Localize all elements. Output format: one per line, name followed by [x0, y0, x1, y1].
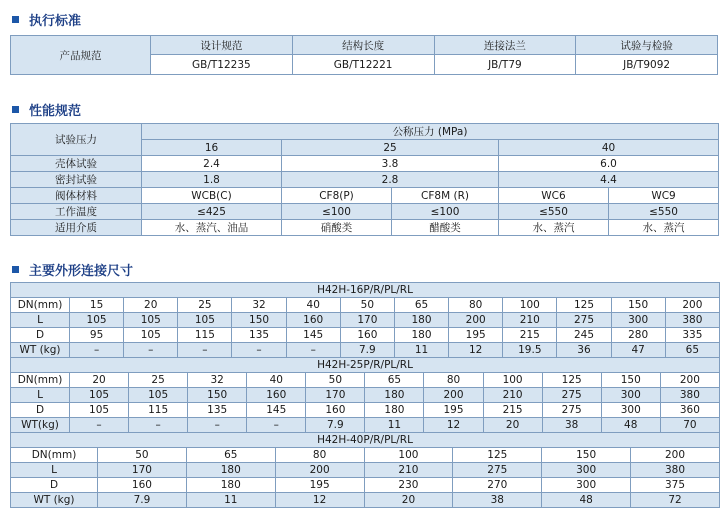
- d-value-cell: 195: [424, 403, 483, 418]
- d-value-cell: 275: [542, 403, 601, 418]
- dn-value-cell: 50: [98, 448, 187, 463]
- header-cell: 结构长度: [292, 36, 434, 55]
- value-cell: ≤425: [142, 204, 282, 220]
- model-title: H42H-40P/R/PL/RL: [11, 433, 720, 448]
- value-cell: 6.0: [499, 156, 719, 172]
- l-value-cell: 300: [542, 463, 631, 478]
- value-cell: JB/T9092: [576, 55, 718, 75]
- bullet-square-icon: [12, 106, 19, 113]
- d-value-cell: 335: [665, 328, 719, 343]
- row-label: DN(mm): [11, 373, 70, 388]
- value-cell: JB/T79: [434, 55, 576, 75]
- wt-value-cell: 47: [611, 343, 665, 358]
- wt-value-cell: 48: [601, 418, 660, 433]
- row-label: 壳体试验: [11, 156, 142, 172]
- l-value-cell: 200: [449, 313, 503, 328]
- d-value-cell: 300: [601, 403, 660, 418]
- dn-value-cell: 125: [557, 298, 611, 313]
- dn-value-cell: 40: [286, 298, 340, 313]
- d-value-cell: 145: [247, 403, 306, 418]
- performance-table: [10, 123, 719, 236]
- wt-value-cell: 11: [186, 493, 275, 508]
- row-label: DN(mm): [11, 298, 70, 313]
- d-value-cell: 230: [364, 478, 453, 493]
- l-value-cell: 200: [424, 388, 483, 403]
- bullet-square-icon: [12, 266, 19, 273]
- l-value-cell: 380: [660, 388, 719, 403]
- d-value-cell: 160: [340, 328, 394, 343]
- d-value-cell: 180: [365, 403, 424, 418]
- d-value-cell: 280: [611, 328, 665, 343]
- wt-value-cell: –: [286, 343, 340, 358]
- value-cell: GB/T12221: [292, 55, 434, 75]
- d-value-cell: 195: [449, 328, 503, 343]
- wt-value-cell: 12: [449, 343, 503, 358]
- l-value-cell: 105: [124, 313, 178, 328]
- dn-value-cell: 200: [665, 298, 719, 313]
- row-label: 阀体材料: [11, 188, 142, 204]
- l-value-cell: 275: [542, 388, 601, 403]
- l-value-cell: 180: [186, 463, 275, 478]
- standards-table: [10, 35, 718, 75]
- d-value-cell: 215: [483, 403, 542, 418]
- header-cell: 连接法兰: [434, 36, 576, 55]
- row-label: 产品规范: [11, 36, 151, 75]
- l-value-cell: 150: [188, 388, 247, 403]
- section-title: 性能规范: [29, 104, 82, 119]
- wt-value-cell: –: [247, 418, 306, 433]
- value-cell: ≤100: [282, 204, 392, 220]
- pressure-cell: 25: [282, 140, 499, 156]
- l-value-cell: 150: [232, 313, 286, 328]
- wt-value-cell: 48: [542, 493, 631, 508]
- dimensions-table-25: [10, 357, 720, 433]
- wt-value-cell: 70: [660, 418, 719, 433]
- d-value-cell: 215: [503, 328, 557, 343]
- dn-value-cell: 200: [660, 373, 719, 388]
- d-value-cell: 135: [232, 328, 286, 343]
- dn-value-cell: 100: [364, 448, 453, 463]
- wt-value-cell: 12: [424, 418, 483, 433]
- l-value-cell: 180: [394, 313, 448, 328]
- row-label: 适用介质: [11, 220, 142, 236]
- pressure-cell: 40: [499, 140, 719, 156]
- wt-value-cell: –: [70, 418, 129, 433]
- row-label: 工作温度: [11, 204, 142, 220]
- wt-value-cell: 12: [275, 493, 364, 508]
- model-title: H42H-16P/R/PL/RL: [11, 283, 720, 298]
- l-value-cell: 105: [178, 313, 232, 328]
- l-value-cell: 170: [98, 463, 187, 478]
- wt-value-cell: –: [188, 418, 247, 433]
- dimensions-table-40: [10, 432, 720, 508]
- wt-value-cell: 7.9: [98, 493, 187, 508]
- dn-value-cell: 100: [503, 298, 557, 313]
- d-value-cell: 375: [631, 478, 720, 493]
- value-cell: GB/T12235: [151, 55, 293, 75]
- l-value-cell: 275: [557, 313, 611, 328]
- dn-value-cell: 25: [129, 373, 188, 388]
- section-title: 主要外形连接尺寸: [29, 264, 134, 279]
- section-title: 执行标准: [29, 14, 82, 29]
- l-value-cell: 105: [70, 313, 124, 328]
- d-value-cell: 160: [98, 478, 187, 493]
- section-heading-dimensions: [12, 260, 133, 279]
- d-value-cell: 115: [129, 403, 188, 418]
- value-cell: 醋酸类: [392, 220, 499, 236]
- dn-value-cell: 20: [124, 298, 178, 313]
- value-cell: 3.8: [282, 156, 499, 172]
- l-value-cell: 160: [247, 388, 306, 403]
- value-cell: WCB(C): [142, 188, 282, 204]
- dn-value-cell: 40: [247, 373, 306, 388]
- dn-value-cell: 100: [483, 373, 542, 388]
- row-label: D: [11, 403, 70, 418]
- dn-value-cell: 65: [394, 298, 448, 313]
- l-value-cell: 300: [611, 313, 665, 328]
- wt-value-cell: 7.9: [306, 418, 365, 433]
- d-value-cell: 145: [286, 328, 340, 343]
- dn-value-cell: 80: [449, 298, 503, 313]
- value-cell: ≤550: [499, 204, 609, 220]
- d-value-cell: 180: [394, 328, 448, 343]
- d-value-cell: 195: [275, 478, 364, 493]
- row-label: 试验压力: [11, 124, 142, 156]
- l-value-cell: 300: [601, 388, 660, 403]
- dn-value-cell: 80: [424, 373, 483, 388]
- dn-value-cell: 125: [453, 448, 542, 463]
- dn-value-cell: 150: [601, 373, 660, 388]
- wt-value-cell: –: [70, 343, 124, 358]
- wt-value-cell: 72: [631, 493, 720, 508]
- l-value-cell: 180: [365, 388, 424, 403]
- dn-value-cell: 20: [70, 373, 129, 388]
- row-label: D: [11, 478, 98, 493]
- nominal-pressure-header: 公称压力 (MPa): [142, 124, 719, 140]
- header-cell: 试验与检验: [576, 36, 718, 55]
- header-cell: 设计规范: [151, 36, 293, 55]
- dn-value-cell: 65: [365, 373, 424, 388]
- wt-value-cell: –: [232, 343, 286, 358]
- value-cell: CF8M (R): [392, 188, 499, 204]
- dn-value-cell: 25: [178, 298, 232, 313]
- wt-value-cell: –: [178, 343, 232, 358]
- value-cell: WC9: [609, 188, 719, 204]
- row-label: L: [11, 388, 70, 403]
- d-value-cell: 160: [306, 403, 365, 418]
- value-cell: CF8(P): [282, 188, 392, 204]
- row-label: WT (kg): [11, 493, 98, 508]
- d-value-cell: 360: [660, 403, 719, 418]
- d-value-cell: 300: [542, 478, 631, 493]
- d-value-cell: 245: [557, 328, 611, 343]
- wt-value-cell: 20: [364, 493, 453, 508]
- section-heading-performance: [12, 100, 81, 119]
- wt-value-cell: 11: [365, 418, 424, 433]
- l-value-cell: 275: [453, 463, 542, 478]
- row-label: WT(kg): [11, 418, 70, 433]
- value-cell: 2.8: [282, 172, 499, 188]
- wt-value-cell: 65: [665, 343, 719, 358]
- value-cell: ≤100: [392, 204, 499, 220]
- dn-value-cell: 125: [542, 373, 601, 388]
- row-label: L: [11, 313, 70, 328]
- dn-value-cell: 32: [188, 373, 247, 388]
- model-title: H42H-25P/R/PL/RL: [11, 358, 720, 373]
- pressure-cell: 16: [142, 140, 282, 156]
- l-value-cell: 380: [631, 463, 720, 478]
- wt-value-cell: –: [129, 418, 188, 433]
- value-cell: 水、蒸汽: [499, 220, 609, 236]
- d-value-cell: 105: [70, 403, 129, 418]
- l-value-cell: 105: [70, 388, 129, 403]
- l-value-cell: 200: [275, 463, 364, 478]
- l-value-cell: 210: [503, 313, 557, 328]
- value-cell: 2.4: [142, 156, 282, 172]
- wt-value-cell: 38: [453, 493, 542, 508]
- bullet-square-icon: [12, 16, 19, 23]
- d-value-cell: 115: [178, 328, 232, 343]
- row-label: D: [11, 328, 70, 343]
- d-value-cell: 180: [186, 478, 275, 493]
- wt-value-cell: –: [124, 343, 178, 358]
- wt-value-cell: 20: [483, 418, 542, 433]
- value-cell: ≤550: [609, 204, 719, 220]
- row-label: 密封试验: [11, 172, 142, 188]
- value-cell: WC6: [499, 188, 609, 204]
- value-cell: 4.4: [499, 172, 719, 188]
- row-label: L: [11, 463, 98, 478]
- dn-value-cell: 150: [611, 298, 665, 313]
- l-value-cell: 210: [483, 388, 542, 403]
- dn-value-cell: 50: [340, 298, 394, 313]
- wt-value-cell: 19.5: [503, 343, 557, 358]
- d-value-cell: 95: [70, 328, 124, 343]
- l-value-cell: 170: [306, 388, 365, 403]
- l-value-cell: 105: [129, 388, 188, 403]
- dn-value-cell: 15: [70, 298, 124, 313]
- wt-value-cell: 7.9: [340, 343, 394, 358]
- dn-value-cell: 200: [631, 448, 720, 463]
- wt-value-cell: 11: [394, 343, 448, 358]
- l-value-cell: 170: [340, 313, 394, 328]
- dn-value-cell: 65: [186, 448, 275, 463]
- dn-value-cell: 80: [275, 448, 364, 463]
- value-cell: 水、蒸汽: [609, 220, 719, 236]
- dimensions-table-16: [10, 282, 720, 358]
- d-value-cell: 135: [188, 403, 247, 418]
- d-value-cell: 105: [124, 328, 178, 343]
- value-cell: 硝酸类: [282, 220, 392, 236]
- value-cell: 1.8: [142, 172, 282, 188]
- value-cell: 水、蒸汽、油品: [142, 220, 282, 236]
- d-value-cell: 270: [453, 478, 542, 493]
- l-value-cell: 210: [364, 463, 453, 478]
- dn-value-cell: 32: [232, 298, 286, 313]
- wt-value-cell: 38: [542, 418, 601, 433]
- dn-value-cell: 150: [542, 448, 631, 463]
- row-label: DN(mm): [11, 448, 98, 463]
- wt-value-cell: 36: [557, 343, 611, 358]
- section-heading-standards: [12, 10, 81, 29]
- row-label: WT (kg): [11, 343, 70, 358]
- dn-value-cell: 50: [306, 373, 365, 388]
- l-value-cell: 160: [286, 313, 340, 328]
- l-value-cell: 380: [665, 313, 719, 328]
